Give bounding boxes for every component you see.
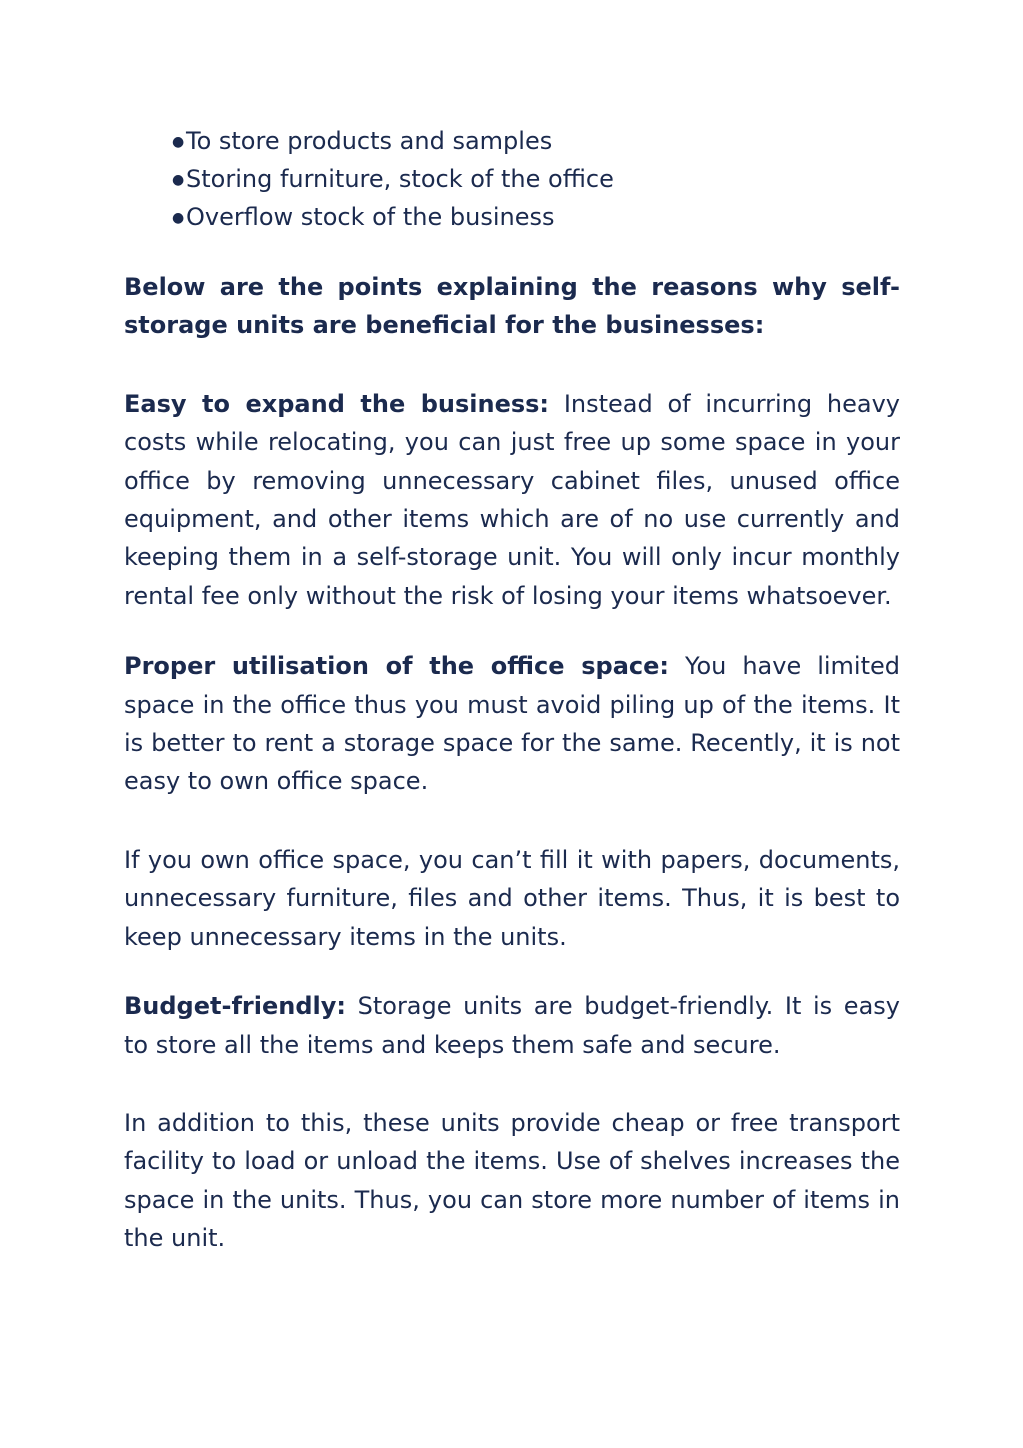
section-expand-business: [124, 385, 900, 615]
list-item: [172, 122, 900, 160]
bullet-icon: ●: [172, 134, 185, 150]
bullet-list: [124, 122, 900, 236]
page-content: [124, 122, 900, 1258]
section-text: In addition to this, these units provide cheap or free transport facility to load or unload the items. Use of shelves increases the space in the units. Thus, you can store more number of items in the unit.: [124, 1108, 900, 1253]
section-text: Instead of incurring heavy costs while relocating, you can just free up some space in your office by removing unnecessary cabinet files, unused office equipment, and other items which are of no use currently and keeping them in a self-storage unit. You will only incur monthly rental fee only without the risk of losing your items whatsoever.: [124, 389, 900, 610]
section-heading: Easy to expand the business:: [124, 389, 550, 418]
section-heading: Proper utilisation of the office space:: [124, 652, 669, 681]
list-item: [172, 198, 900, 236]
section-budget-friendly: [124, 987, 900, 1064]
bullet-icon: ●: [172, 172, 185, 188]
bullet-text: Overflow stock of the business: [186, 203, 555, 231]
bullet-text: To store products and samples: [186, 127, 553, 155]
section-office-space: [124, 647, 900, 801]
list-item: [172, 160, 900, 198]
bullet-text: Storing furniture, stock of the office: [186, 165, 614, 193]
paragraph-own-office-space: [124, 841, 900, 956]
bullet-icon: ●: [172, 210, 185, 226]
section-text: You have limited space in the office thus you must avoid piling up of the items. It is better to rent a storage space for the same. Recently, it is not easy to own office space.: [124, 652, 900, 796]
paragraph-transport-facility: [124, 1104, 900, 1258]
intro-paragraph: Below are the points explaining the reasons why self-storage units are beneficial for the businesses:: [124, 273, 900, 340]
section-text: If you own office space, you can’t fill it with papers, documents, unnecessary furniture, files and other items. Thus, it is best to keep unnecessary items in the units.: [124, 845, 900, 951]
section-heading: Budget-friendly:: [124, 992, 346, 1021]
section-text: Storage units are budget-friendly. It is easy to store all the items and keeps them safe and secure.: [124, 992, 900, 1059]
